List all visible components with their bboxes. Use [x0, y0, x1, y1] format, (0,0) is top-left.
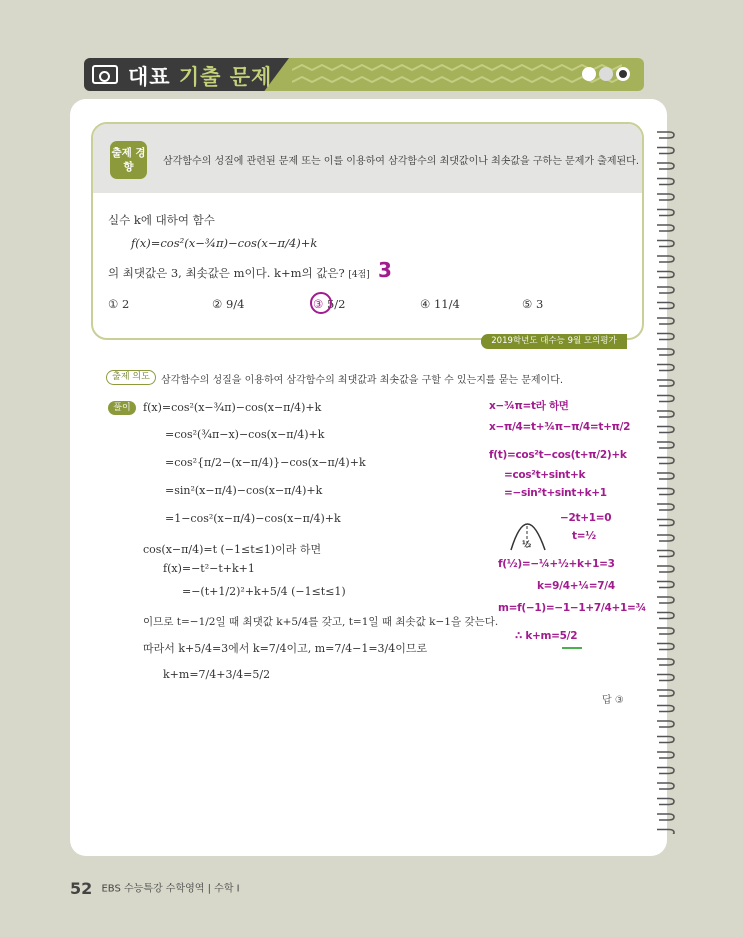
spiral-binding	[657, 128, 677, 834]
choice-4[interactable]: ④ 11/4	[420, 297, 460, 311]
hand-note-1: x−¾π=t라 하면	[489, 400, 569, 412]
solution-line-7: f(x)=−t²−t+k+1	[163, 562, 255, 575]
solution-line-1: f(x)=cos²(x−¾π)−cos(x−π/4)+k	[143, 401, 322, 414]
hand-note-11: ∴ k+m=5/2	[515, 630, 578, 642]
zigzag-decoration	[292, 58, 622, 91]
footer-text: EBS 수능특강 수학영역 | 수학 Ⅰ	[101, 883, 240, 895]
dot-3	[616, 67, 630, 81]
hand-note-2: x−π/4=t+¾π−π/4=t+π/2	[489, 421, 631, 433]
choice-1[interactable]: ① 2	[108, 297, 130, 311]
underline-mark	[562, 644, 584, 652]
choice-3[interactable]: ③ 5/2	[313, 297, 346, 311]
solution-label: 풀이	[108, 401, 136, 415]
problem-line-3: 의 최댓값은 3, 최솟값은 m이다. k+m의 값은? [4점]	[108, 266, 370, 280]
solution-line-2: =cos²(¾π−x)−cos(x−π/4)+k	[165, 428, 325, 441]
page-footer	[70, 879, 240, 898]
problem-line-1: 실수 k에 대하여 함수	[108, 213, 215, 227]
problem-formula: f(x)=cos²(x−¾π)−cos(x−π/4)+k	[131, 236, 318, 250]
problem-box	[91, 122, 644, 340]
solution-line-11: k+m=7/4+3/4=5/2	[163, 668, 271, 681]
parabola-label: ½	[522, 540, 532, 550]
hand-note-9: k=9/4+¼=7/4	[537, 580, 615, 592]
hand-note-5: =−sin²t+sint+k+1	[504, 487, 607, 499]
choice-2[interactable]: ② 9/4	[212, 297, 245, 311]
hand-note-3: f(t)=cos²t−cos(t+π/2)+k	[489, 449, 627, 461]
intent-text: 삼각함수의 성질을 이용하여 삼각함수의 최댓값과 최솟값을 구할 수 있는지를 묻는 문제이다.	[161, 375, 564, 386]
solution-line-3: =cos²{π/2−(x−π/4)}−cos(x−π/4)+k	[165, 456, 366, 469]
solution-line-5: =1−cos²(x−π/4)−cos(x−π/4)+k	[165, 512, 341, 525]
source-tag: 2019학년도 대수능 9월 모의평가	[481, 334, 627, 349]
dot-2	[599, 67, 613, 81]
hand-note-7: t=½	[572, 530, 596, 542]
section-title: 대표 기출 문제	[128, 65, 273, 89]
intent-label: 출제 의도	[106, 370, 156, 385]
hand-note-10: m=f(−1)=−1−1+7/4+1=¾	[498, 602, 647, 614]
solution-line-4: =sin²(x−π/4)−cos(x−π/4)+k	[165, 484, 323, 497]
solution-line-8: =−(t+1/2)²+k+5/4 (−1≤t≤1)	[182, 585, 346, 598]
camera-icon	[92, 65, 118, 84]
handwritten-answer: 3	[378, 258, 392, 282]
status-dots	[582, 67, 630, 81]
dot-1	[582, 67, 596, 81]
solution-line-9: 이므로 t=−1/2일 때 최댓값 k+5/4를 갖고, t=1일 때 최솟값 k−1을 갖는다.	[143, 616, 499, 628]
page-number: 52	[70, 879, 93, 898]
hand-note-8: f(½)=−¼+½+k+1=3	[498, 558, 615, 570]
trend-text: 삼각함수의 성질에 관련된 문제 또는 이를 이용하여 삼각함수의 최댓값이나 최솟값을 구하는 문제가 출제된다.	[163, 156, 640, 167]
answer-circle-mark	[308, 290, 334, 316]
hand-note-6: −2t+1=0	[560, 512, 612, 524]
answer-mark: 답 ③	[602, 695, 624, 706]
trend-badge: 출제 경향	[110, 141, 147, 179]
choice-5[interactable]: ⑤ 3	[522, 297, 544, 311]
trend-strip	[93, 124, 642, 193]
section-title-bar	[84, 58, 644, 91]
solution-line-6: cos(x−π/4)=t (−1≤t≤1)이라 하면	[143, 543, 322, 556]
hand-note-4: =cos²t+sint+k	[504, 469, 586, 481]
solution-line-10: 따라서 k+5/4=3에서 k=7/4이고, m=7/4−1=3/4이므로	[143, 642, 428, 655]
